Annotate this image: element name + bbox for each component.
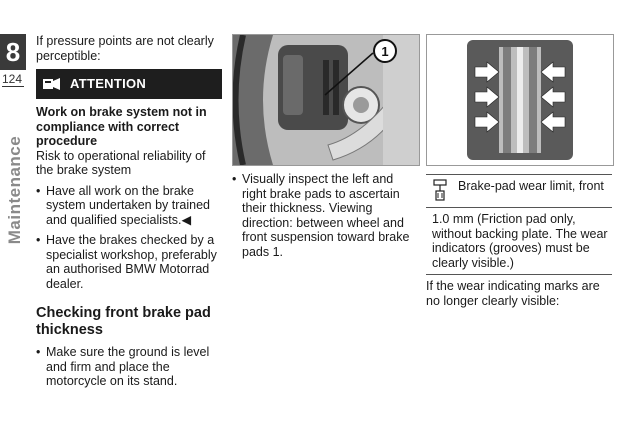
warning-list bbox=[36, 184, 222, 292]
section-label: Maintenance bbox=[5, 135, 24, 245]
column-2 bbox=[232, 34, 418, 259]
spec-value: 1.0 mm (Friction pad only, without backing plate. The wear indicators (grooves) must be clearly visible.) bbox=[432, 212, 608, 270]
list-item: • Make sure the ground is level and firm and place the motorcycle on its stand. bbox=[36, 345, 222, 389]
step-list bbox=[232, 172, 418, 259]
column-3 bbox=[426, 34, 612, 308]
list-item: • Have the brakes checked by a specialist workshop, preferably an authorised BMW Motorrad dealer. bbox=[36, 233, 222, 291]
brake-pad-diagram bbox=[426, 34, 614, 166]
follow-up-text: If the wear indicating marks are no longer clearly visible: bbox=[426, 279, 600, 308]
warning-text: Risk to operational reliability of the brake system bbox=[36, 148, 206, 177]
column-1 bbox=[36, 34, 222, 389]
page-number: 124 bbox=[2, 72, 23, 86]
callout-number: 1 bbox=[381, 44, 389, 59]
list-item: • Have all work on the brake system undertaken by trained and qualified specialists.◀ bbox=[36, 184, 222, 228]
chapter-tab: 8 bbox=[0, 34, 26, 70]
attention-label: ATTENTION bbox=[70, 75, 147, 91]
spec-label: Brake-pad wear limit, front bbox=[458, 179, 604, 193]
step-list bbox=[36, 345, 222, 389]
intro-text: If pressure points are not clearly perceptible: bbox=[36, 34, 214, 63]
warning-title: Work on brake system not in compliance with correct procedure bbox=[36, 105, 207, 148]
attention-icon bbox=[42, 76, 62, 92]
spec-table bbox=[426, 174, 612, 275]
spec-row-label bbox=[426, 175, 612, 208]
brake-caliper-photo bbox=[232, 34, 420, 166]
list-item: • Visually inspect the left and right brake pads to ascertain their thickness. Viewing direction: between wheel and front suspension toward brake pads 1. bbox=[232, 172, 418, 259]
attention-banner bbox=[36, 69, 222, 99]
section-heading: Checking front brake pad thickness bbox=[36, 305, 211, 338]
brake-pad-gauge-icon bbox=[432, 179, 448, 201]
